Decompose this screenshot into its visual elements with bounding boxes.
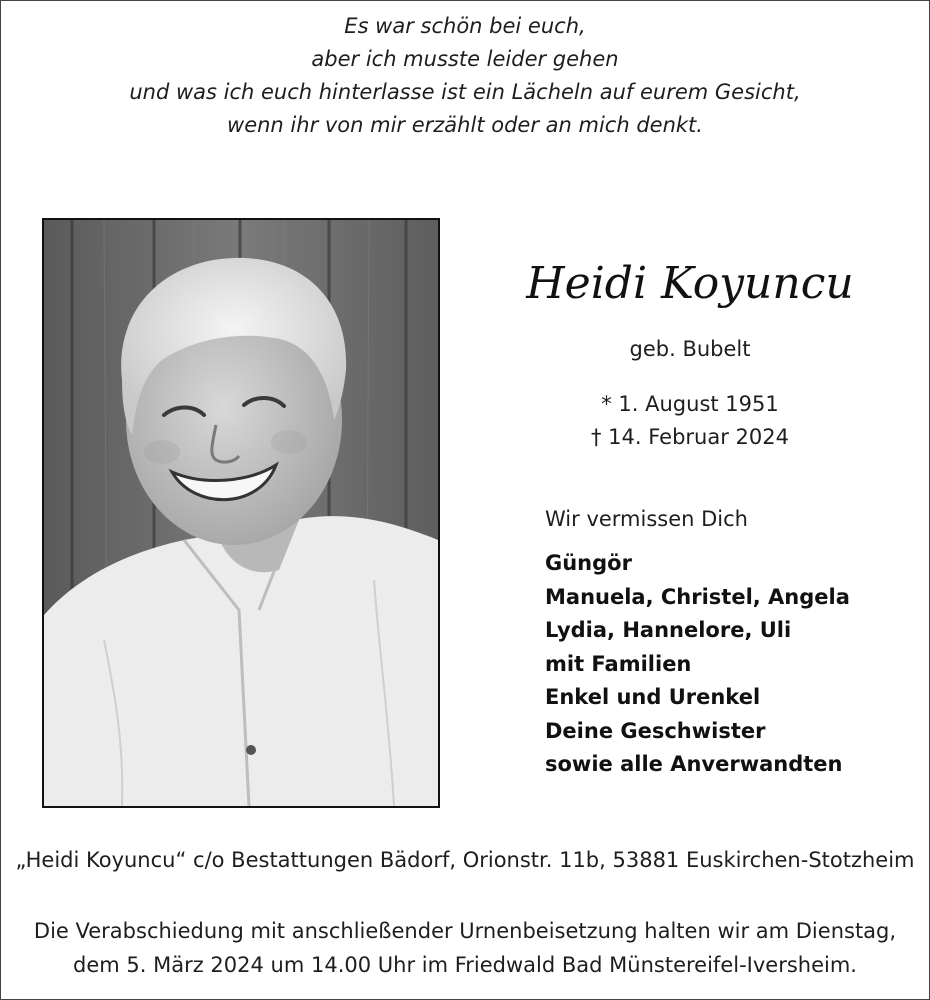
deceased-name: Heidi Koyuncu bbox=[526, 258, 854, 309]
portrait-illustration bbox=[44, 220, 438, 806]
poem-line: aber ich musste leider gehen bbox=[311, 47, 619, 71]
mourners-intro: Wir vermissen Dich bbox=[545, 507, 748, 531]
birth-date: * 1. August 1951 bbox=[601, 392, 779, 416]
mourner-entry: Manuela, Christel, Angela bbox=[545, 584, 850, 609]
mourner-entry: Güngör bbox=[545, 551, 632, 575]
ceremony-line: Die Verabschiedung mit anschließender Urnenbeisetzung halten wir am Dienstag, bbox=[33, 919, 897, 943]
mourner-entry: sowie alle Anverwandten bbox=[545, 752, 843, 776]
poem-line: wenn ihr von mir erzählt oder an mich denkt. bbox=[227, 113, 703, 137]
memorial-poem bbox=[0, 10, 930, 142]
condolence-address: „Heidi Koyuncu“ c/o Bestattungen Bädorf, Orionstr. 11b, 53881 Euskirchen-Stotzheim bbox=[15, 848, 915, 872]
mourners-list bbox=[545, 547, 850, 782]
poem-line: und was ich euch hinterlasse ist ein Lächeln auf eurem Gesicht, bbox=[129, 80, 801, 104]
ceremony-line: dem 5. März 2024 um 14.00 Uhr im Friedwald Bad Münstereifel-Iversheim. bbox=[73, 953, 857, 977]
mourner-entry: Lydia, Hannelore, Uli bbox=[545, 618, 792, 642]
poem-line: Es war schön bei euch, bbox=[344, 14, 586, 38]
portrait-photo bbox=[42, 218, 440, 808]
ceremony-info bbox=[0, 914, 930, 982]
mourner-entry: Enkel und Urenkel bbox=[545, 685, 761, 709]
death-date: † 14. Februar 2024 bbox=[591, 425, 789, 449]
birth-name: geb. Bubelt bbox=[629, 337, 751, 361]
mourner-entry: mit Familien bbox=[545, 651, 692, 676]
mourner-entry: Deine Geschwister bbox=[545, 718, 766, 743]
